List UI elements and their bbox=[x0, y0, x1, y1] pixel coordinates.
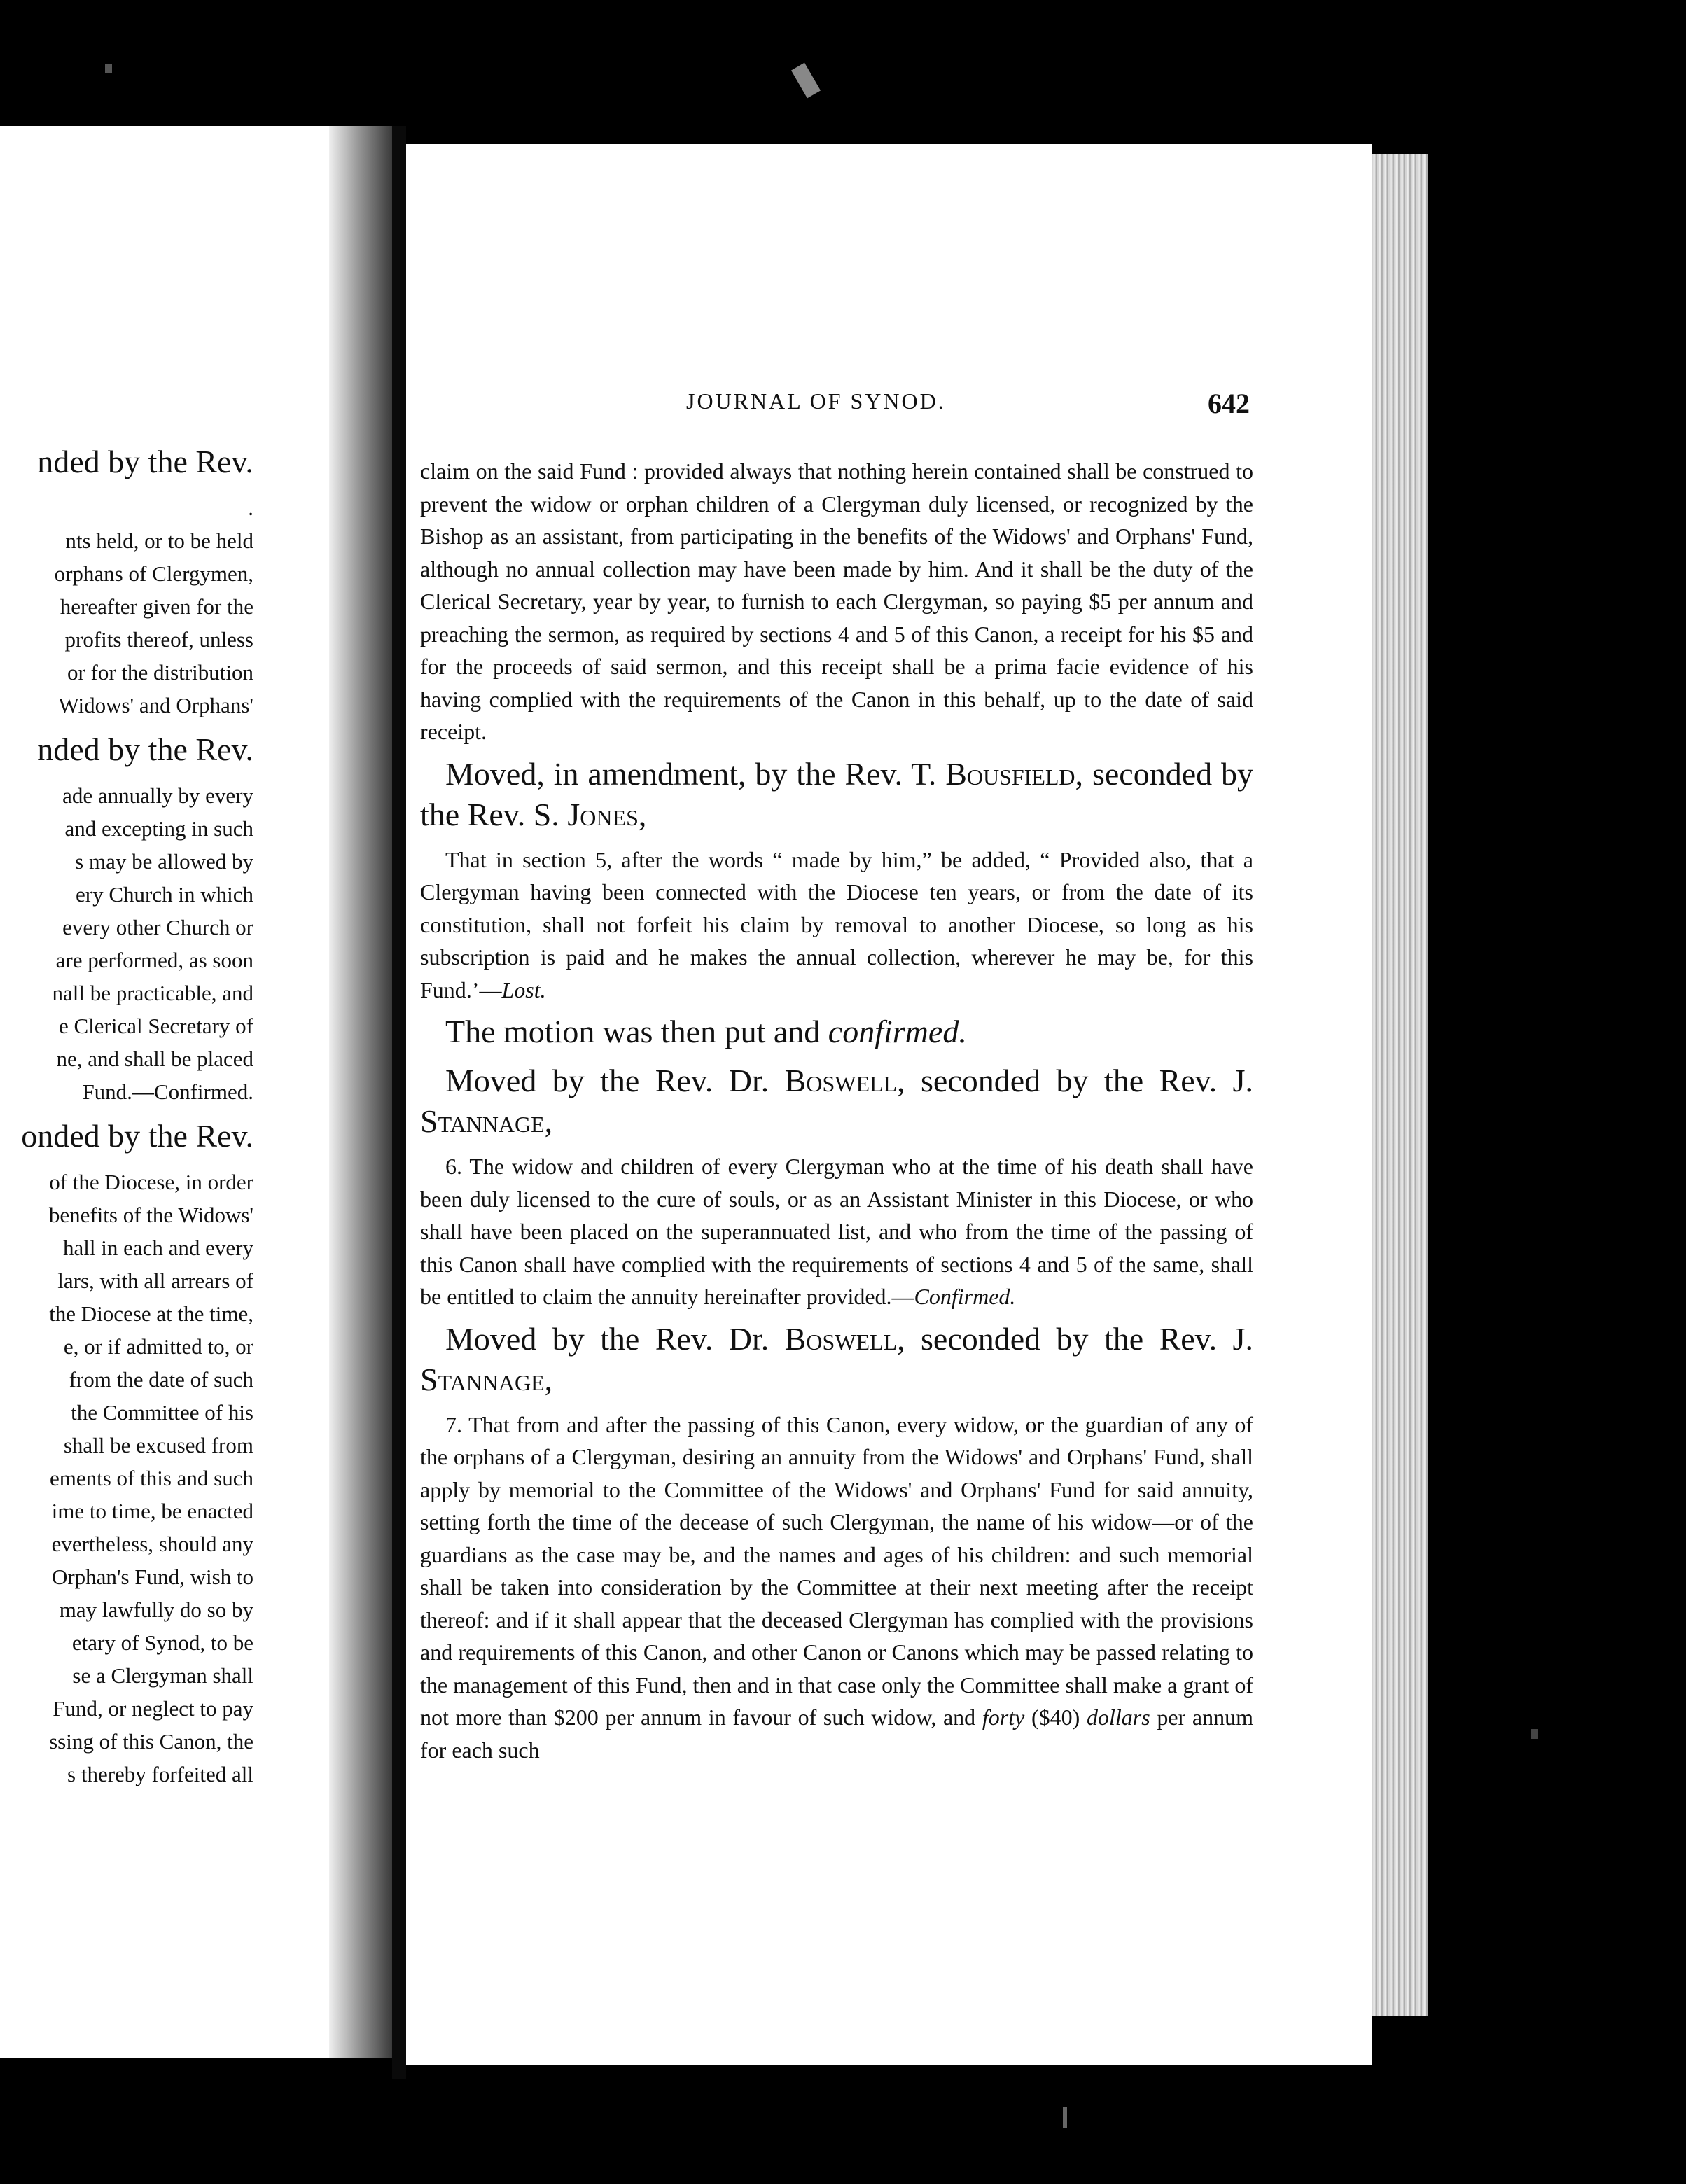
left-page-line: the Committee of his bbox=[71, 1400, 253, 1424]
running-header: JOURNAL OF SYNOD. bbox=[686, 388, 946, 414]
left-page bbox=[0, 126, 336, 2058]
scan-speck bbox=[1531, 1729, 1538, 1739]
left-page-line: hereafter given for the bbox=[60, 594, 253, 619]
paragraph-claim: claim on the said Fund : provided always that nothing herein contained shall be construed to prevent the widow or orphan children of a Clergyman duly licensed, or recognized by the Bishop as an assistant, from participating in the benefits of the Widows' and Orphans' Fund, although no annual collection may have been made by him. And it shall be the duty of the Clerical Secretary, year by year, to furnish to each Clergyman, so paying $5 per annum and preaching the sermon, as required by sections 4 and 5 of this Canon, a receipt for his $5 and for the proceeds of said sermon, and this receipt shall be a prima facie evidence of his having complied with the requirements of the Canon in this behalf, up to the date of said receipt. bbox=[420, 458, 1253, 744]
scan-speck bbox=[791, 63, 821, 99]
paragraph-section-7: 7. That from and after the passing of this Canon, every widow, or the guardian of any of the orphans of a Clergyman, desiring an annuity from the Widows' and Orphans' Fund, shall apply by memorial to the Committee of the Widows' and Orphans' Fund for said annuity, setting forth the time of the decease of such Clergyman, the name of his widow—or of the guardians as the case may be, and the names and ages of his children: and such memorial shall be taken into consideration by the Committee at their next meeting after the receipt thereof: and if it shall appear that the deceased Clergyman has complied with the provisions and requirements of this Canon, and other Canon or Canons which may be passed relating to the management of this Fund, then and in that case only the Committee shall make a grant of not more than $200 per annum in favour of such widow, and forty ($40) dollars per annum for each such bbox=[420, 1411, 1254, 1763]
result-confirmed: confirmed. bbox=[828, 1014, 967, 1049]
left-page-line: e, or if admitted to, or bbox=[63, 1334, 253, 1359]
scan-speck bbox=[105, 64, 112, 73]
left-page-text bbox=[0, 434, 253, 1791]
left-page-line: or for the distribution bbox=[67, 660, 253, 685]
left-page-line: . bbox=[248, 496, 253, 520]
page-body bbox=[420, 455, 1253, 1766]
left-page-line: nts held, or to be held bbox=[65, 528, 253, 553]
left-page-line: of the Diocese, in order bbox=[49, 1170, 253, 1194]
left-page-line: ade annually by every bbox=[62, 783, 253, 808]
left-page-line: are performed, as soon bbox=[55, 948, 253, 972]
left-page-line: Fund.—Confirmed. bbox=[82, 1079, 253, 1104]
paragraph-amendment: That in section 5, after the words “ made by him,” be added, “ Provided also, that a Clergyman having been connected with the Diocese ten years, or from the date of its constitution, shall not forfeit his claim by removal to another Diocese, so long as his subscription is paid and he makes the annual collection, wherever he may be, for this Fund.’—Lost. bbox=[420, 846, 1253, 1002]
left-page-line: profits thereof, unless bbox=[64, 627, 253, 652]
left-page-line: ime to time, be enacted bbox=[51, 1499, 253, 1523]
page-edges bbox=[1372, 154, 1428, 2016]
left-page-line: and excepting in such bbox=[64, 816, 253, 841]
left-page-line: se a Clergyman shall bbox=[72, 1663, 253, 1688]
left-page-line: orphans of Clergymen, bbox=[54, 561, 253, 586]
left-page-line: may lawfully do so by bbox=[59, 1597, 253, 1622]
left-page-line: benefits of the Widows' bbox=[48, 1203, 253, 1227]
left-page-line: nall be practicable, and bbox=[52, 981, 253, 1005]
left-page-line: from the date of such bbox=[69, 1367, 253, 1392]
left-page-line: ery Church in which bbox=[76, 882, 253, 906]
result-confirmed: Confirmed. bbox=[914, 1284, 1016, 1309]
left-page-line: Orphan's Fund, wish to bbox=[51, 1564, 253, 1589]
left-page-line: evertheless, should any bbox=[51, 1532, 253, 1556]
result-lost: Lost. bbox=[501, 976, 546, 1002]
left-page-line: e Clerical Secretary of bbox=[59, 1014, 253, 1038]
left-page-line: ssing of this Canon, the bbox=[49, 1729, 253, 1754]
book-gutter bbox=[392, 126, 406, 2079]
left-page-line: nded by the Rev. bbox=[37, 732, 253, 767]
seconder-name: Stannage, bbox=[420, 1103, 553, 1139]
left-page-line: shall be excused from bbox=[63, 1433, 253, 1457]
motion-confirmed-line: The motion was then put and confirmed. bbox=[445, 1014, 967, 1049]
seconder-name: Jones, bbox=[567, 796, 647, 832]
left-page-line: hall in each and every bbox=[63, 1236, 253, 1260]
motion-section-7: Moved by the Rev. Dr. Boswell, seconded by the Rev. J. Stannage, bbox=[420, 1320, 1253, 1397]
left-page-line: etary of Synod, to be bbox=[71, 1630, 253, 1655]
left-page-line: the Diocese at the time, bbox=[49, 1301, 253, 1326]
left-page-line: every other Church or bbox=[62, 915, 253, 939]
left-page-line: Fund, or neglect to pay bbox=[53, 1696, 253, 1721]
left-page-line: s thereby forfeited all bbox=[67, 1762, 253, 1786]
left-page-line: ne, and shall be placed bbox=[56, 1046, 253, 1071]
mover-name: Boswell, bbox=[784, 1320, 905, 1357]
left-page-line: Widows' and Orphans' bbox=[58, 693, 253, 718]
left-page-line: s may be allowed by bbox=[75, 849, 253, 874]
paragraph-section-6: 6. The widow and children of every Clergyman who at the time of his death shall have been duly licensed to the cure of souls, or as an Assistant Minister in this Diocese, or who shall have been placed on the superannuated list, and who from the time of the passing of this Canon shall have complied with the requirements of sections 4 and 5 of the same, shall be entitled to claim the annuity hereinafter provided.—Confirmed. bbox=[420, 1154, 1253, 1309]
mover-name: Boswell, bbox=[784, 1063, 905, 1098]
left-page-line: nded by the Rev. bbox=[37, 444, 253, 479]
page-shadow bbox=[329, 126, 392, 2058]
scan-speck bbox=[1063, 2107, 1067, 2128]
seconder-name: Stannage, bbox=[420, 1361, 553, 1397]
left-page-line: ements of this and such bbox=[49, 1466, 253, 1490]
page-number: 642 bbox=[1208, 388, 1250, 419]
left-page-line: onded by the Rev. bbox=[21, 1118, 253, 1154]
left-page-line: lars, with all arrears of bbox=[57, 1268, 253, 1293]
mover-name: Bousfield, bbox=[945, 755, 1084, 792]
motion-amendment: Moved, in amendment, by the Rev. T. Bousfield, seconded by the Rev. S. Jones, bbox=[420, 755, 1254, 832]
motion-section-6: Moved by the Rev. Dr. Boswell, seconded by the Rev. J. Stannage, bbox=[420, 1063, 1253, 1139]
